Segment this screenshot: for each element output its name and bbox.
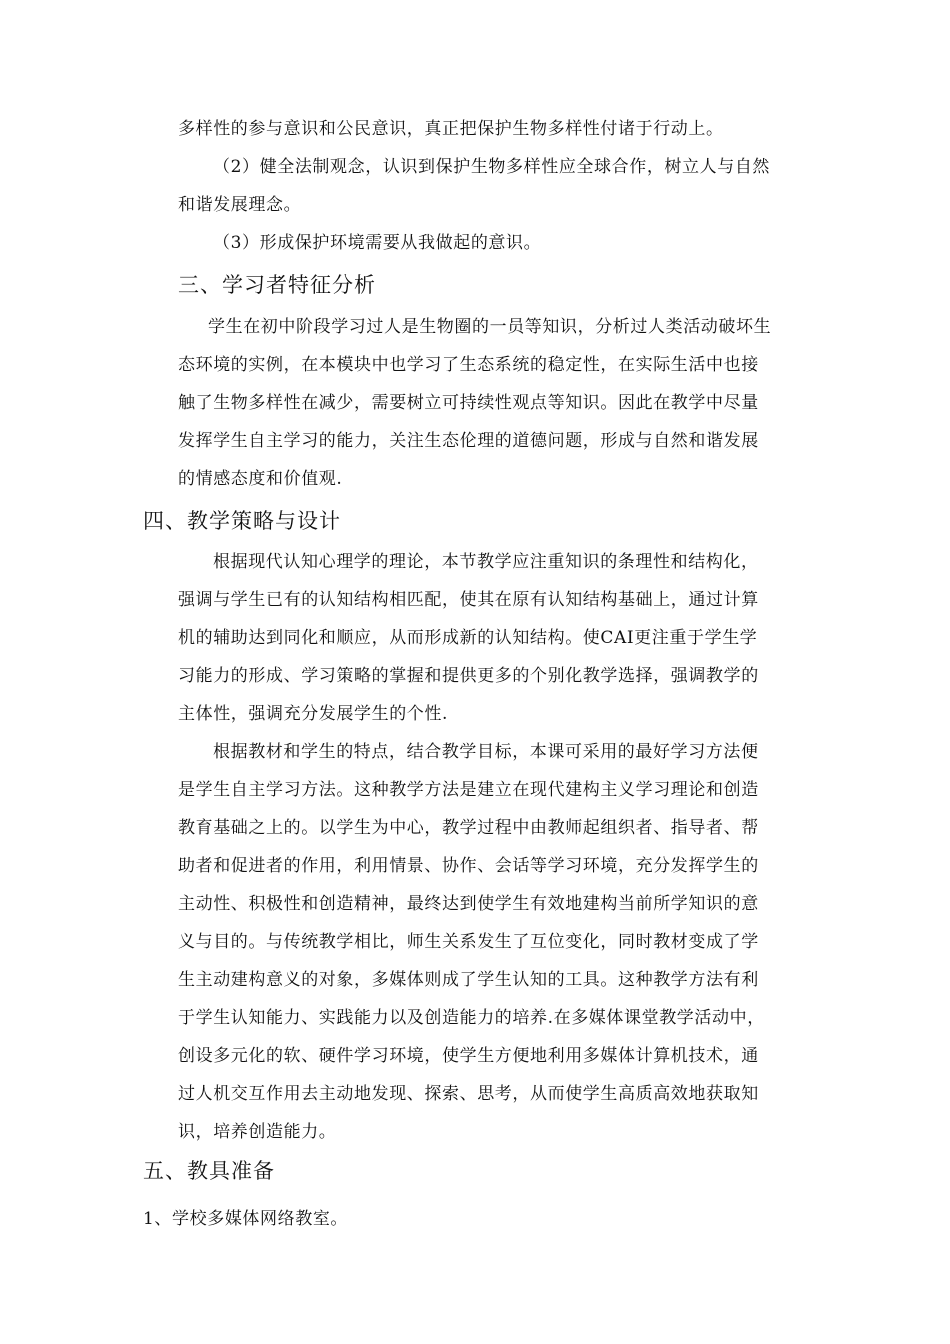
paragraph-line: 习能力的形成、学习策略的掌握和提供更多的个别化教学选择，强调教学的 <box>178 666 759 686</box>
paragraph-line: 主动性、积极性和创造精神，最终达到使学生有效地建构当前所学知识的意 <box>178 894 759 914</box>
paragraph-line: 根据现代认知心理学的理论，本节教学应注重知识的条理性和结构化， <box>213 552 759 572</box>
paragraph-line: 义与目的。与传统教学相比，师生关系发生了互位变化，同时教材变成了学 <box>178 932 759 952</box>
paragraph-line: 助者和促进者的作用，利用情景、协作、会话等学习环境，充分发挥学生的 <box>178 856 759 876</box>
section-heading-teaching-aids: 五、教具准备 <box>143 1159 275 1183</box>
paragraph-line: 强调与学生已有的认知结构相匹配，使其在原有认知结构基础上，通过计算 <box>178 590 759 610</box>
paragraph-line: 多样性的参与意识和公民意识，真正把保护生物多样性付诸于行动上。 <box>178 119 724 139</box>
paragraph-line: 过人机交互作用去主动地发现、探索、思考，从而使学生高质高效地获取知 <box>178 1084 759 1104</box>
section-heading-learner-analysis: 三、学习者特征分析 <box>178 273 376 297</box>
paragraph-line: 触了生物多样性在减少，需要树立可持续性观点等知识。因此在教学中尽量 <box>178 393 759 413</box>
list-item-1: 1、学校多媒体网络教室。 <box>143 1209 349 1229</box>
paragraph-line: 态环境的实例，在本模块中也学习了生态系统的稳定性，在实际生活中也接 <box>178 355 759 375</box>
paragraph-line: 的情感态度和价值观. <box>178 469 343 489</box>
paragraph-line: 发挥学生自主学习的能力，关注生态伦理的道德问题，形成与自然和谐发展 <box>178 431 759 451</box>
list-item-2: （2）健全法制观念，认识到保护生物多样性应全球合作，树立人与自然 <box>213 157 771 177</box>
paragraph-line: 教育基础之上的。以学生为中心，教学过程中由教师起组织者、指导者、帮 <box>178 818 759 838</box>
paragraph-line: 主体性，强调充分发展学生的个性. <box>178 704 449 724</box>
paragraph-line: 识，培养创造能力。 <box>178 1122 337 1142</box>
paragraph-line: 根据教材和学生的特点，结合教学目标，本课可采用的最好学习方法便 <box>213 742 759 762</box>
paragraph-line: 创设多元化的软、硬件学习环境，使学生方便地利用多媒体计算机技术，通 <box>178 1046 759 1066</box>
list-item-2-continuation: 和谐发展理念。 <box>178 195 302 215</box>
paragraph-line: 学生在初中阶段学习过人是生物圈的一员等知识，分析过人类活动破坏生 <box>208 317 772 337</box>
section-heading-teaching-strategy: 四、教学策略与设计 <box>143 509 341 533</box>
paragraph-line: 于学生认知能力、实践能力以及创造能力的培养.在多媒体课堂教学活动中， <box>178 1008 765 1028</box>
paragraph-line: 是学生自主学习方法。这种教学方法是建立在现代建构主义学习理论和创造 <box>178 780 759 800</box>
list-item-3: （3）形成保护环境需要从我做起的意识。 <box>213 233 542 253</box>
paragraph-line: 生主动建构意义的对象，多媒体则成了学生认知的工具。这种教学方法有利 <box>178 970 759 990</box>
paragraph-line: 机的辅助达到同化和顺应，从而形成新的认知结构。使CAI更注重于学生学 <box>178 628 758 648</box>
